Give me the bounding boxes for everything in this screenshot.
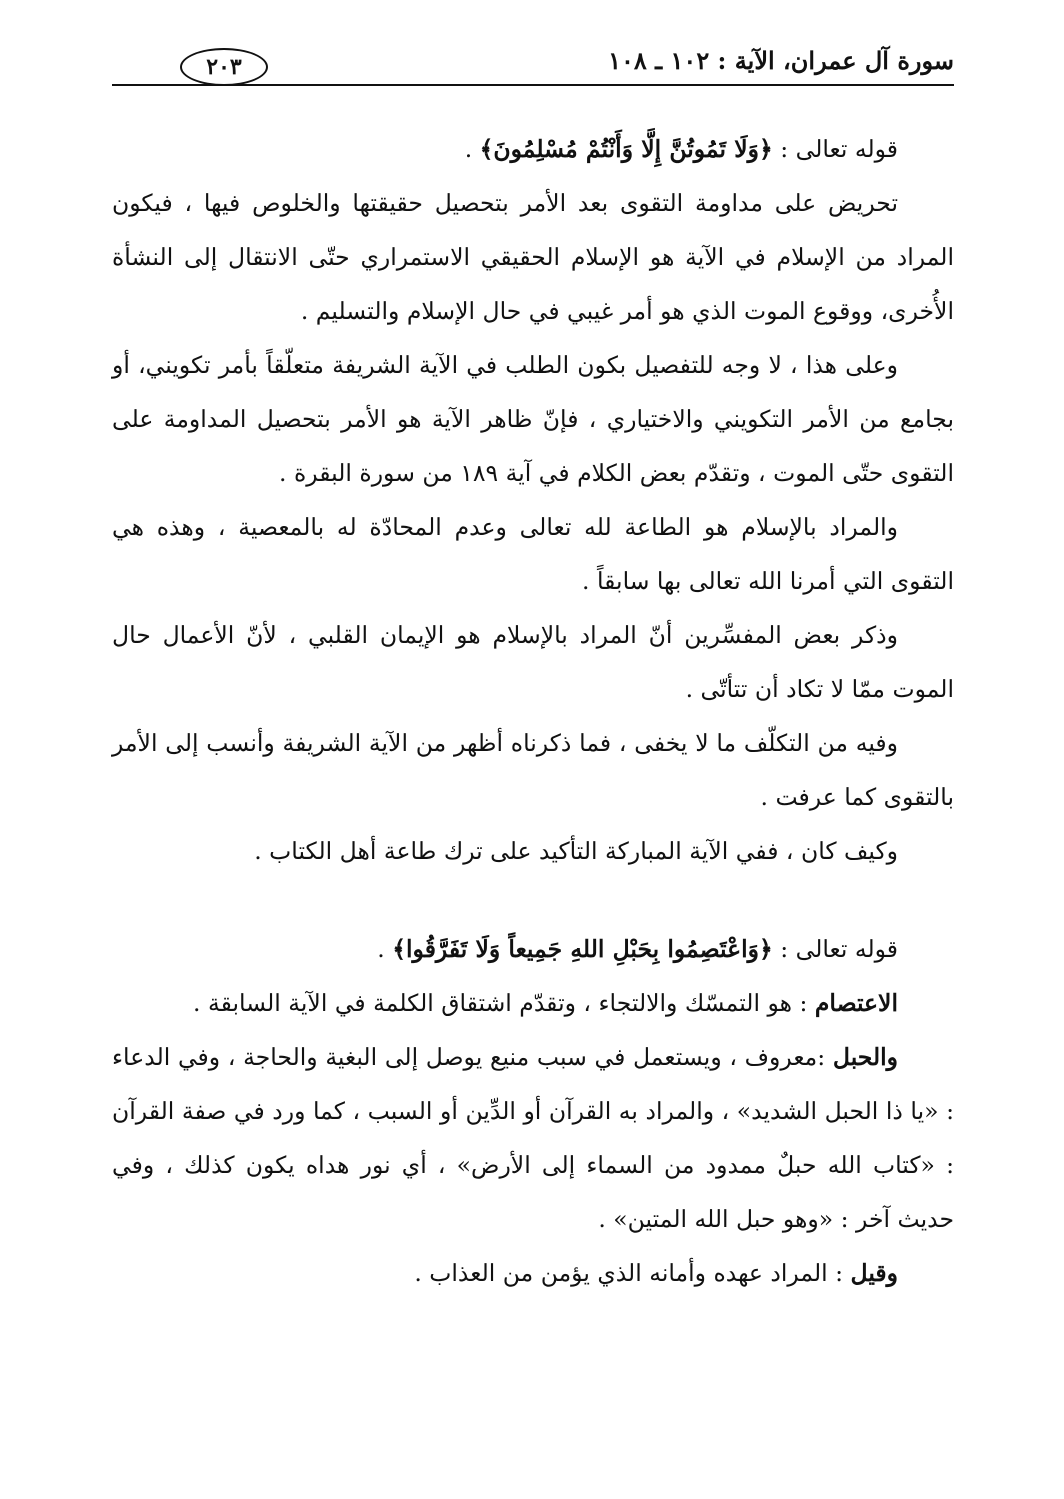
verse-heading-2: [112, 922, 954, 976]
verse-end: .: [377, 935, 393, 963]
page-number: ٢٠٣: [180, 48, 268, 86]
paragraph: وفيه من التكلّف ما لا يخفى ، فما ذكرناه أظهر من الآية الشريفة وأنسب إلى الأمر بالتقوى كما عرفت .: [112, 729, 954, 811]
running-title: سورة آل عمران، الآية : ١٠٢ ـ ١٠٨: [608, 46, 954, 75]
definition-qil: [112, 1246, 954, 1300]
section-gap: [112, 878, 954, 922]
definition-text: : هو التمسّك والالتجاء ، وتقدّم اشتقاق الكلمة في الآية السابقة .: [193, 989, 815, 1017]
paragraph: وعلى هذا ، لا وجه للتفصيل بكون الطلب في الآية الشريفة متعلّقاً بأمر تكويني، أو بجامع من الأمر التكويني والاختياري ، فإنّ ظاهر الآية هو الأمر بتحصيل المداومة على التقوى حتّى الموت ، وتقدّم بعض الكلام في آية ١٨٩ من سورة البقرة .: [112, 351, 954, 487]
definition-text: : المراد عهده وأمانه الذي يؤمن من العذاب .: [414, 1259, 851, 1287]
verse-end: .: [464, 135, 480, 163]
page-header: [112, 42, 954, 88]
header-rule: [112, 84, 954, 86]
definition-itisam: [112, 976, 954, 1030]
paragraph: والمراد بالإسلام هو الطاعة لله تعالى وعدم المحادّة له بالمعصية ، وهذه هي التقوى التي أمرنا الله تعالى بها سابقاً .: [112, 513, 954, 595]
term: وقيل: [850, 1259, 898, 1287]
quran-verse: ﴿وَاعْتَصِمُوا بِحَبْلِ اللهِ جَمِيعاً وَلَا تَفَرَّقُوا﴾: [392, 935, 773, 963]
term: الاعتصام: [814, 989, 898, 1017]
quran-verse: ﴿وَلَا تَمُوتُنَّ إِلَّا وَأَنْتُمْ مُسْلِمُونَ﴾: [479, 135, 773, 163]
verse-lead: قوله تعالى :: [772, 135, 898, 163]
page-body: [112, 122, 954, 1300]
definition-text: :معروف ، ويستعمل في سبب منيع يوصل إلى البغية والحاجة ، وفي الدعاء : «يا ذا الحبل الشديد» ، والمراد به القرآن أو الدِّين أو السبب ، كما ورد في صفة القرآن : «كتاب الله حبلٌ ممدود من السماء إلى الأرض» ، أي نور هداه يكون كذلك ، وفي حديث آخر : «وهو حبل الله المتين» .: [112, 1043, 954, 1233]
verse-lead: قوله تعالى :: [772, 935, 898, 963]
verse-heading-1: [112, 122, 954, 176]
paragraph: تحريض على مداومة التقوى بعد الأمر بتحصيل حقيقتها والخلوص فيها ، فيكون المراد من الإسلام في الآية هو الإسلام الحقيقي الاستمراري حتّى الانتقال إلى النشأة الأُخرى، ووقوع الموت الذي هو أمر غيبي في حال الإسلام والتسليم .: [112, 189, 954, 325]
term: والحبل: [832, 1043, 898, 1071]
paragraph: وكيف كان ، ففي الآية المباركة التأكيد على ترك طاعة أهل الكتاب .: [254, 837, 898, 865]
paragraph: وذكر بعض المفسِّرين أنّ المراد بالإسلام هو الإيمان القلبي ، لأنّ الأعمال حال الموت ممّا لا تكاد أن تتأتّى .: [112, 621, 954, 703]
definition-habl: [112, 1030, 954, 1246]
